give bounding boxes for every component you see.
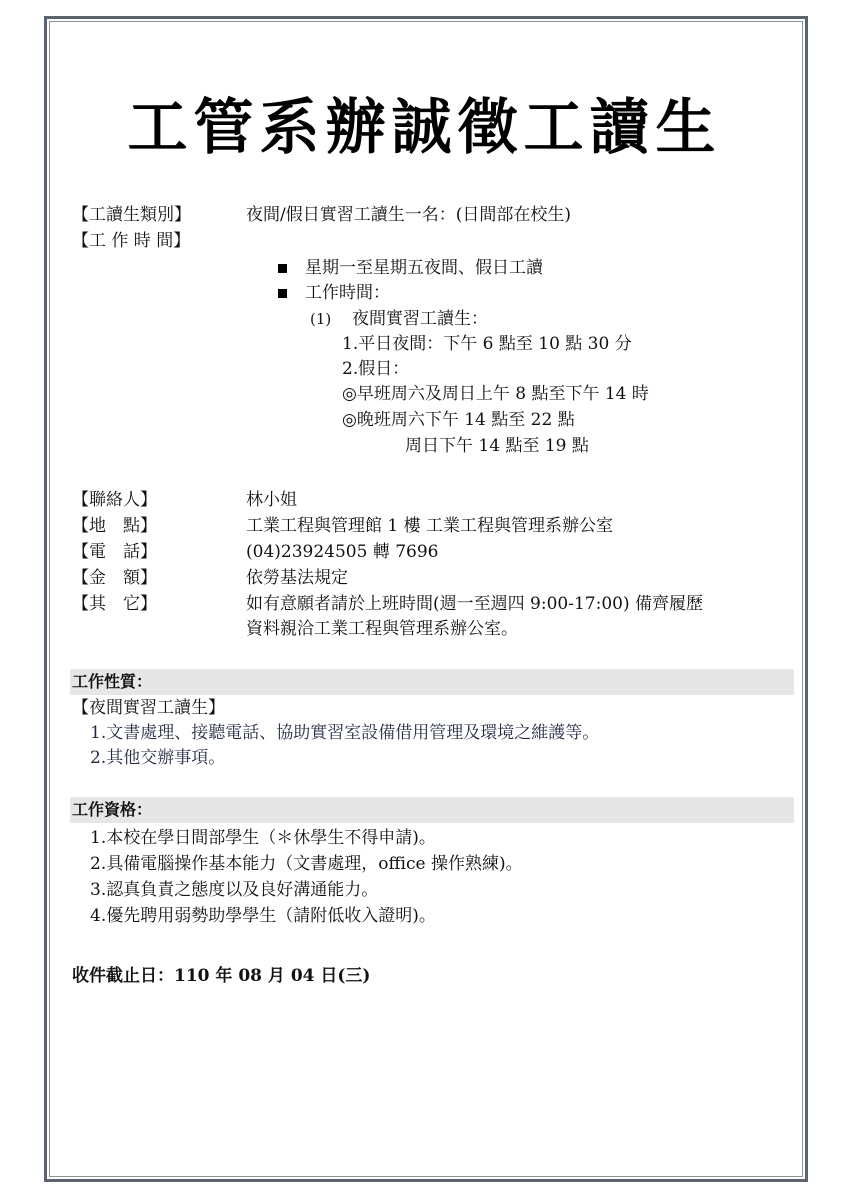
deadline: 收件截止日：110 年 08 月 04 日(三)	[72, 966, 371, 986]
page-title: 工管系辦誠徵工讀生	[127, 93, 722, 163]
other-label: 【其 它】	[72, 594, 157, 614]
schedule-line: ◎早班周六及周日上午 8 點至下午 14 時	[342, 384, 649, 404]
square-bullet-icon	[278, 289, 287, 298]
square-bullet-icon	[278, 264, 287, 273]
qualification-item: 2.具備電腦操作基本能力（文書處理，office 操作熟練)。	[90, 854, 523, 874]
qualification-item: 3.認真負責之態度以及良好溝通能力。	[90, 880, 379, 900]
job-type-value: 夜間/假日實習工讀生一名：(日間部在校生)	[246, 205, 571, 225]
sub-number: (1)	[310, 310, 332, 328]
nature-item: 2.其他交辦事項。	[90, 748, 226, 768]
qualification-heading: 工作資格：	[72, 800, 153, 819]
other-value-cont: 資料親洽工業工程與管理系辦公室。	[246, 619, 518, 639]
qualification-item: 4.優先聘用弱勢助學學生（請附低收入證明)。	[90, 906, 436, 926]
contact-label: 【聯絡人】	[72, 490, 157, 510]
contact-value: 林小姐	[246, 490, 297, 510]
nature-subheading: 【夜間實習工讀生】	[72, 698, 225, 718]
other-value: 如有意願者請於上班時間(週一至週四 9:00-17:00) 備齊履歷	[246, 594, 703, 614]
schedule-line: 2.假日：	[342, 359, 410, 379]
sub-title: 夜間實習工讀生：	[352, 309, 488, 329]
location-label: 【地 點】	[72, 516, 157, 536]
nature-heading: 工作性質：	[72, 672, 153, 691]
bullet-item: 工作時間：	[278, 281, 390, 305]
qualification-heading-band	[70, 797, 794, 823]
job-type-label: 【工讀生類別】	[72, 205, 191, 225]
nature-heading-band	[70, 669, 794, 695]
phone-value: (04)23924505 轉 7696	[246, 542, 439, 562]
pay-label: 【金 額】	[72, 568, 157, 588]
schedule-line: ◎晚班周六下午 14 點至 22 點	[342, 410, 575, 430]
nature-item: 1.文書處理、接聽電話、協助實習室設備借用管理及環境之維護等。	[90, 723, 600, 743]
pay-value: 依勞基法規定	[246, 568, 348, 588]
location-value: 工業工程與管理館 1 樓 工業工程與管理系辦公室	[246, 516, 614, 536]
qualification-item: 1.本校在學日間部學生（＊休學生不得申請)。	[90, 828, 436, 848]
work-time-label: 【工 作 時 間】	[72, 231, 191, 251]
schedule-line: 1.平日夜間：下午 6 點至 10 點 30 分	[342, 334, 632, 354]
schedule-line: 周日下午 14 點至 19 點	[405, 436, 589, 456]
phone-label: 【電 話】	[72, 542, 157, 562]
bullet-item: 星期一至星期五夜間、假日工讀	[278, 256, 543, 280]
